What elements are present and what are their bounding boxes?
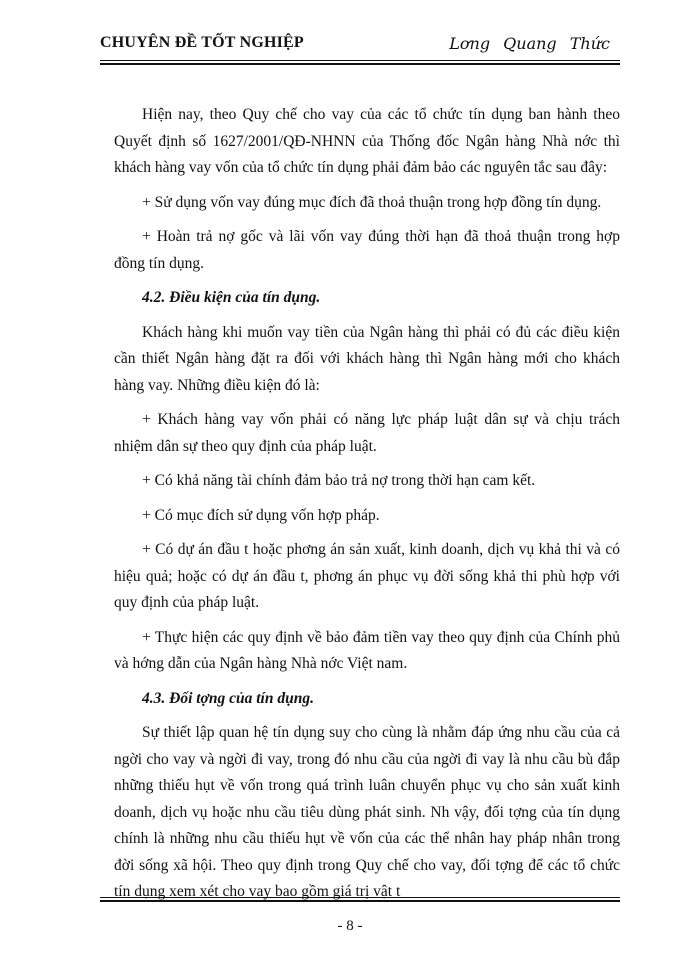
paragraph: + Khách hàng vay vốn phải có năng lực pháp luật dân sự và chịu trách nhiệm dân sự theo quy định của pháp luật.: [114, 411, 620, 455]
paragraph: + Có khả năng tài chính đảm bảo trả nợ trong thời hạn cam kết.: [142, 472, 536, 489]
paragraph: + Có mục đích sử dụng vốn hợp pháp.: [142, 506, 380, 524]
paragraph: Hiện nay, theo Quy chế cho vay của các tổ chức tín dụng ban hành theo Quyết định số 1627/2001/QĐ-NHNN của Thống đốc Ngân hàng Nhà nớc thì khách hàng vay vốn của tổ chức tín dụng phải đảm bảo các nguyên tắc sau đây:: [114, 106, 620, 176]
paragraph: + Có dự án đầu t hoặc phơng án sản xuất, kinh doanh, dịch vụ khả thi và có hiệu quả; hoặc có dự án đầu t, phơng án phục vụ đời sống khả thi phù hợp với quy định của pháp luật.: [114, 541, 620, 611]
page-number: - 8 -: [337, 918, 363, 934]
page-header: [100, 34, 620, 60]
paragraph: + Hoàn trả nợ gốc và lãi vốn vay đúng thời hạn đã thoả thuận trong hợp đồng tín dụng.: [114, 228, 620, 272]
paragraph: + Thực hiện các quy định về bảo đảm tiền vay theo quy định của Chính phủ và hớng dẫn của Ngân hàng Nhà nớc Việt nam.: [114, 628, 620, 672]
header-author: Lơng Quang Thức: [449, 34, 610, 53]
header-rule: [100, 60, 620, 65]
footer-rule: [100, 897, 620, 902]
paragraph: Sự thiết lập quan hệ tín dụng suy cho cùng là nhằm đáp ứng nhu cầu của cả ngời cho vay và ngời đi vay, trong đó nhu cầu của ngời đi vay là nhu cầu bù đắp những thiếu hụt về vốn trong quá trình luân chuyển phục vụ cho sản xuất kinh doanh, dịch vụ hoặc nhu cầu tiêu dùng phát sinh. Nh vậy, đối tợng của tín dụng chính là những nhu cầu thiếu hụt về vốn của các thể nhân hay pháp nhân trong đời sống xã hội. Theo quy định trong Quy chế cho vay, đối tợng để các tổ chức tín dụng xem xét cho vay bao gồm giá trị vật t: [114, 724, 620, 900]
header-title: CHUYÊN ĐỀ TỐT NGHIỆP: [100, 34, 304, 51]
document-body: [114, 102, 620, 914]
paragraph: + Sử dụng vốn vay đúng mục đích đã thoả thuận trong hợp đồng tín dụng.: [142, 193, 602, 211]
section-heading: 4.2. Điều kiện của tín dụng.: [142, 289, 321, 306]
paragraph: Khách hàng khi muốn vay tiền của Ngân hàng thì phải có đủ các điều kiện cần thiết Ngân hàng đặt ra đối với khách hàng thì Ngân hàng mới cho khách hàng vay. Những điều kiện đó là:: [114, 323, 620, 394]
section-heading: 4.3. Đối tợng của tín dụng.: [142, 689, 314, 707]
